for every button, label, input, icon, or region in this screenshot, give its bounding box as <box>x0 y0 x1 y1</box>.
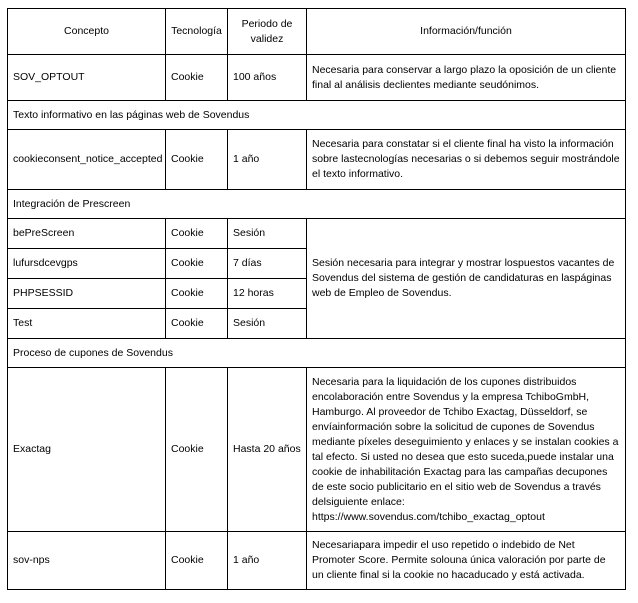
cell-tecnologia: Cookie <box>166 249 228 279</box>
cell-periodo: Sesión <box>228 309 307 339</box>
cell-concepto: PHPSESSID <box>8 279 166 309</box>
cell-concepto: bePreScreen <box>8 219 166 249</box>
cell-info: Sesión necesaria para integrar y mostrar lospuestos vacantes de Sovendus del sistema de gestión de candidaturas en laspáginas web de Empleo de Sovendus. <box>307 219 626 339</box>
table-row <box>8 532 626 590</box>
cell-tecnologia: Cookie <box>166 368 228 532</box>
section-row <box>8 339 626 368</box>
cell-tecnologia: Cookie <box>166 279 228 309</box>
cell-tecnologia: Cookie <box>166 55 228 101</box>
cell-periodo: 12 horas <box>228 279 307 309</box>
cell-concepto: lufursdcevgps <box>8 249 166 279</box>
cell-info: Necesariapara impedir el uso repetido o indebido de Net Promoter Score. Permite solouna única valoración por parte de un cliente final si la cookie no hacaducado y está activada. <box>307 532 626 590</box>
section-row <box>8 101 626 130</box>
header-periodo: Periodo de validez <box>228 9 307 55</box>
table-row <box>8 368 626 532</box>
cell-concepto: Test <box>8 309 166 339</box>
table-row <box>8 55 626 101</box>
cell-info: Necesaria para constatar si el cliente final ha visto la información sobre lastecnologías necesarias o si debemos seguir mostrándole el texto informativo. <box>307 130 626 190</box>
cell-info <box>307 368 626 532</box>
cell-concepto: Exactag <box>8 368 166 532</box>
section-title: Integración de Prescreen <box>8 190 626 219</box>
cell-periodo: Hasta 20 años <box>228 368 307 532</box>
optout-link[interactable]: https://www.sovendus.com/tchibo_exactag_optout <box>312 510 545 523</box>
cell-periodo: 7 días <box>228 249 307 279</box>
cookie-table <box>7 8 626 590</box>
cell-concepto: SOV_OPTOUT <box>8 55 166 101</box>
cell-periodo: 100 años <box>228 55 307 101</box>
header-concepto: Concepto <box>8 9 166 55</box>
cell-tecnologia: Cookie <box>166 309 228 339</box>
table-row <box>8 130 626 190</box>
cell-periodo: 1 año <box>228 532 307 590</box>
info-text: Necesaria para la liquidación de los cupones distribuidos encolaboración entre Sovendus y la empresa TchiboGmbH, Hamburgo. Al proveedor de Tchibo Exactag, Düsseldorf, se envíainformación sobre la solicitud de cupones de Sovendus mediante píxeles deseguimiento y enlaces y se instalan cookies a tal efecto. Si usted no desea que esto suceda,puede instalar una cookie de inhabilitación Exactag para las campañas decupones de este socio publicitario en el sitio web de Sovendus a través delsiguiente enlace: <box>312 375 619 508</box>
cell-tecnologia: Cookie <box>166 532 228 590</box>
cell-periodo: 1 año <box>228 130 307 190</box>
cell-tecnologia: Cookie <box>166 130 228 190</box>
cell-concepto: cookieconsent_notice_accepted <box>8 130 166 190</box>
header-info: Información/función <box>307 9 626 55</box>
section-title: Proceso de cupones de Sovendus <box>8 339 626 368</box>
header-row <box>8 9 626 55</box>
section-title: Texto informativo en las páginas web de Sovendus <box>8 101 626 130</box>
header-tecnologia: Tecnología <box>166 9 228 55</box>
section-row <box>8 190 626 219</box>
cell-periodo: Sesión <box>228 219 307 249</box>
cell-concepto: sov-nps <box>8 532 166 590</box>
cell-info: Necesaria para conservar a largo plazo la oposición de un cliente final al análisis declientes mediante seudónimos. <box>307 55 626 101</box>
table-row <box>8 219 626 249</box>
cell-tecnologia: Cookie <box>166 219 228 249</box>
